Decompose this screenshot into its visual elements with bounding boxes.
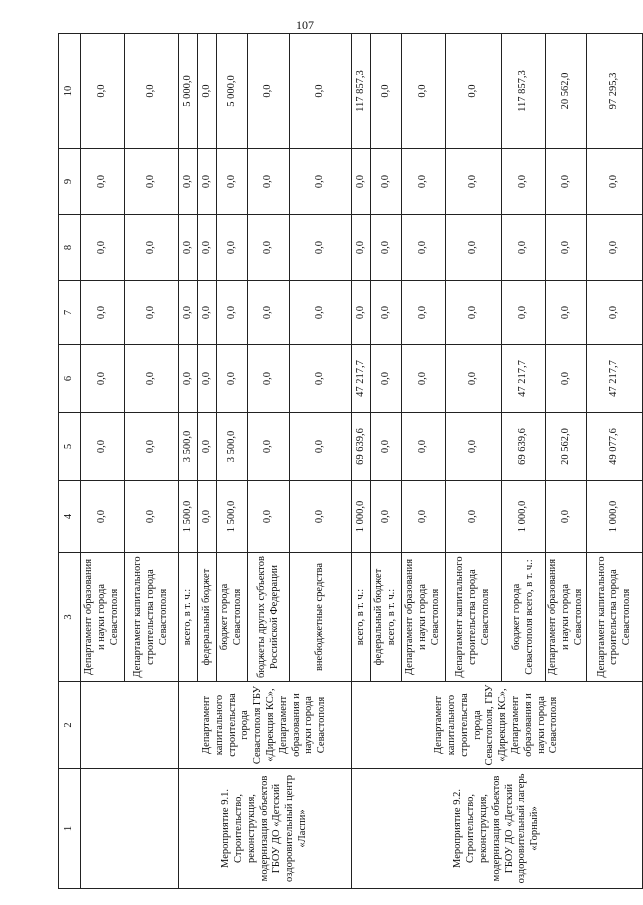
source-cell: всего, в т. ч.:: [352, 553, 371, 682]
value-cell: 0,0: [198, 345, 217, 413]
value-cell: 0,0: [198, 413, 217, 481]
value-cell: 1 000,0: [502, 481, 546, 553]
value-cell: 0,0: [371, 281, 402, 345]
value-cell: 0,0: [502, 149, 546, 215]
value-cell: 0,0: [217, 345, 248, 413]
value-cell: 0,0: [179, 345, 198, 413]
value-cell: 0,0: [125, 149, 179, 215]
value-cell: 0,0: [81, 281, 125, 345]
value-cell: 47 217,7: [352, 345, 371, 413]
value-cell: 20 562,0: [546, 34, 587, 149]
value-cell: 0,0: [217, 149, 248, 215]
table-row: [352, 34, 371, 889]
value-cell: 0,0: [371, 34, 402, 149]
value-cell: 0,0: [81, 149, 125, 215]
col-header: 9: [59, 149, 81, 215]
value-cell: 0,0: [402, 149, 446, 215]
value-cell: 0,0: [81, 481, 125, 553]
value-cell: 0,0: [81, 215, 125, 281]
value-cell: 0,0: [446, 149, 502, 215]
source-cell: Департамент образования и науки города Севастополя: [546, 553, 587, 682]
value-cell: 0,0: [81, 34, 125, 149]
value-cell: 0,0: [546, 281, 587, 345]
value-cell: 69 639,6: [352, 413, 371, 481]
value-cell: 0,0: [198, 149, 217, 215]
value-cell: 1 000,0: [587, 481, 643, 553]
value-cell: 0,0: [446, 481, 502, 553]
col-header: 6: [59, 345, 81, 413]
value-cell: 0,0: [248, 215, 290, 281]
value-cell: 0,0: [371, 413, 402, 481]
value-cell: 0,0: [290, 413, 352, 481]
budget-table: [58, 33, 643, 889]
col-header: 5: [59, 413, 81, 481]
value-cell: 0,0: [371, 345, 402, 413]
value-cell: 0,0: [352, 149, 371, 215]
value-cell: 0,0: [546, 215, 587, 281]
value-cell: 0,0: [402, 345, 446, 413]
value-cell: 0,0: [352, 215, 371, 281]
value-cell: 0,0: [290, 345, 352, 413]
source-cell: Департамент капитального строительства города Севастополя: [446, 553, 502, 682]
value-cell: 0,0: [402, 281, 446, 345]
value-cell: 1 500,0: [179, 481, 198, 553]
value-cell: 0,0: [546, 481, 587, 553]
value-cell: 0,0: [248, 413, 290, 481]
table-row: [81, 34, 125, 889]
value-cell: 69 639,6: [502, 413, 546, 481]
value-cell: 0,0: [290, 481, 352, 553]
col-header: 7: [59, 281, 81, 345]
value-cell: 5 000,0: [179, 34, 198, 149]
source-cell: бюджет города Севастополя всего, в т. ч.:: [502, 553, 546, 682]
value-cell: 5 000,0: [217, 34, 248, 149]
event-executors-9-1: Департамент капитального строительства города Севастополя ГБУ «Дирекция КС», Департамент образования и науки города Севастополя: [179, 682, 352, 769]
col-header: 3: [59, 553, 81, 682]
value-cell: 0,0: [290, 281, 352, 345]
source-cell: бюджеты других субъектов Российской Федерации: [248, 553, 290, 682]
value-cell: 0,0: [290, 149, 352, 215]
value-cell: 117 857,3: [502, 34, 546, 149]
value-cell: 0,0: [290, 215, 352, 281]
value-cell: 0,0: [352, 281, 371, 345]
value-cell: 0,0: [446, 413, 502, 481]
value-cell: 0,0: [402, 34, 446, 149]
event-executors-9-2: Департамент капитального строительства города Севастополя, ГБУ «Дирекция КС», Департамент образования и науки города Севастополя: [352, 682, 643, 769]
value-cell: 0,0: [587, 149, 643, 215]
rotated-table-container: [58, 34, 633, 889]
event-name-9-1: Мероприятие 9.1. Строительство, реконструкция, модернизация объектов ГБОУ ДО «Детский оздоровительный центр «Ласпи»: [179, 769, 352, 889]
value-cell: 0,0: [179, 281, 198, 345]
value-cell: 3 500,0: [179, 413, 198, 481]
empty-cell: [81, 769, 179, 889]
source-cell: всего, в т. ч.:: [179, 553, 198, 682]
value-cell: 0,0: [546, 345, 587, 413]
value-cell: 0,0: [179, 149, 198, 215]
col-header: 4: [59, 481, 81, 553]
value-cell: 49 077,6: [587, 413, 643, 481]
value-cell: 0,0: [198, 34, 217, 149]
value-cell: 0,0: [402, 413, 446, 481]
event-name-9-2: Мероприятие 9.2. Строительство, реконструкция, модернизация объектов ГБОУ ДО «Детский оздоровительный лагерь «Горный»: [352, 769, 643, 889]
col-header: 1: [59, 769, 81, 889]
value-cell: 1 000,0: [352, 481, 371, 553]
value-cell: 0,0: [371, 215, 402, 281]
value-cell: 0,0: [371, 481, 402, 553]
value-cell: 0,0: [248, 34, 290, 149]
value-cell: 0,0: [81, 345, 125, 413]
source-cell: Департамент капитального строительства города Севастополя: [587, 553, 643, 682]
value-cell: 0,0: [125, 345, 179, 413]
value-cell: 0,0: [125, 281, 179, 345]
value-cell: 47 217,7: [587, 345, 643, 413]
source-cell: федеральный бюджет всего, в т. ч.:: [371, 553, 402, 682]
col-header: 8: [59, 215, 81, 281]
table-row: [179, 34, 198, 889]
value-cell: 3 500,0: [217, 413, 248, 481]
empty-cell: [81, 682, 179, 769]
page-number: 107: [296, 18, 314, 32]
col-header: 2: [59, 682, 81, 769]
value-cell: 0,0: [198, 215, 217, 281]
value-cell: 97 295,3: [587, 34, 643, 149]
value-cell: 0,0: [217, 281, 248, 345]
value-cell: 0,0: [198, 281, 217, 345]
source-cell: Департамент образования и науки города Севастополя: [402, 553, 446, 682]
value-cell: 47 217,7: [502, 345, 546, 413]
value-cell: 117 857,3: [352, 34, 371, 149]
value-cell: 0,0: [179, 215, 198, 281]
value-cell: 0,0: [587, 215, 643, 281]
value-cell: 0,0: [546, 149, 587, 215]
value-cell: 0,0: [198, 481, 217, 553]
source-cell: федеральный бюджет: [198, 553, 217, 682]
header-row: [59, 34, 81, 889]
value-cell: 0,0: [217, 215, 248, 281]
value-cell: 0,0: [446, 281, 502, 345]
value-cell: 0,0: [446, 345, 502, 413]
value-cell: 20 562,0: [546, 413, 587, 481]
value-cell: 0,0: [290, 34, 352, 149]
value-cell: 0,0: [248, 149, 290, 215]
value-cell: 0,0: [125, 215, 179, 281]
value-cell: 0,0: [248, 345, 290, 413]
value-cell: 0,0: [502, 215, 546, 281]
col-header: 10: [59, 34, 81, 149]
value-cell: 0,0: [248, 281, 290, 345]
value-cell: 0,0: [125, 481, 179, 553]
value-cell: 0,0: [125, 34, 179, 149]
value-cell: 0,0: [402, 215, 446, 281]
value-cell: 0,0: [125, 413, 179, 481]
source-cell: бюджет города Севастополя: [217, 553, 248, 682]
value-cell: 1 500,0: [217, 481, 248, 553]
source-cell: Департамент капитального строительства города Севастополя: [125, 553, 179, 682]
value-cell: 0,0: [446, 34, 502, 149]
value-cell: 0,0: [446, 215, 502, 281]
value-cell: 0,0: [502, 281, 546, 345]
source-cell: внебюджетные средства: [290, 553, 352, 682]
source-cell: Департамент образования и науки города Севастополя: [81, 553, 125, 682]
value-cell: 0,0: [402, 481, 446, 553]
value-cell: 0,0: [81, 413, 125, 481]
value-cell: 0,0: [248, 481, 290, 553]
value-cell: 0,0: [371, 149, 402, 215]
value-cell: 0,0: [587, 281, 643, 345]
